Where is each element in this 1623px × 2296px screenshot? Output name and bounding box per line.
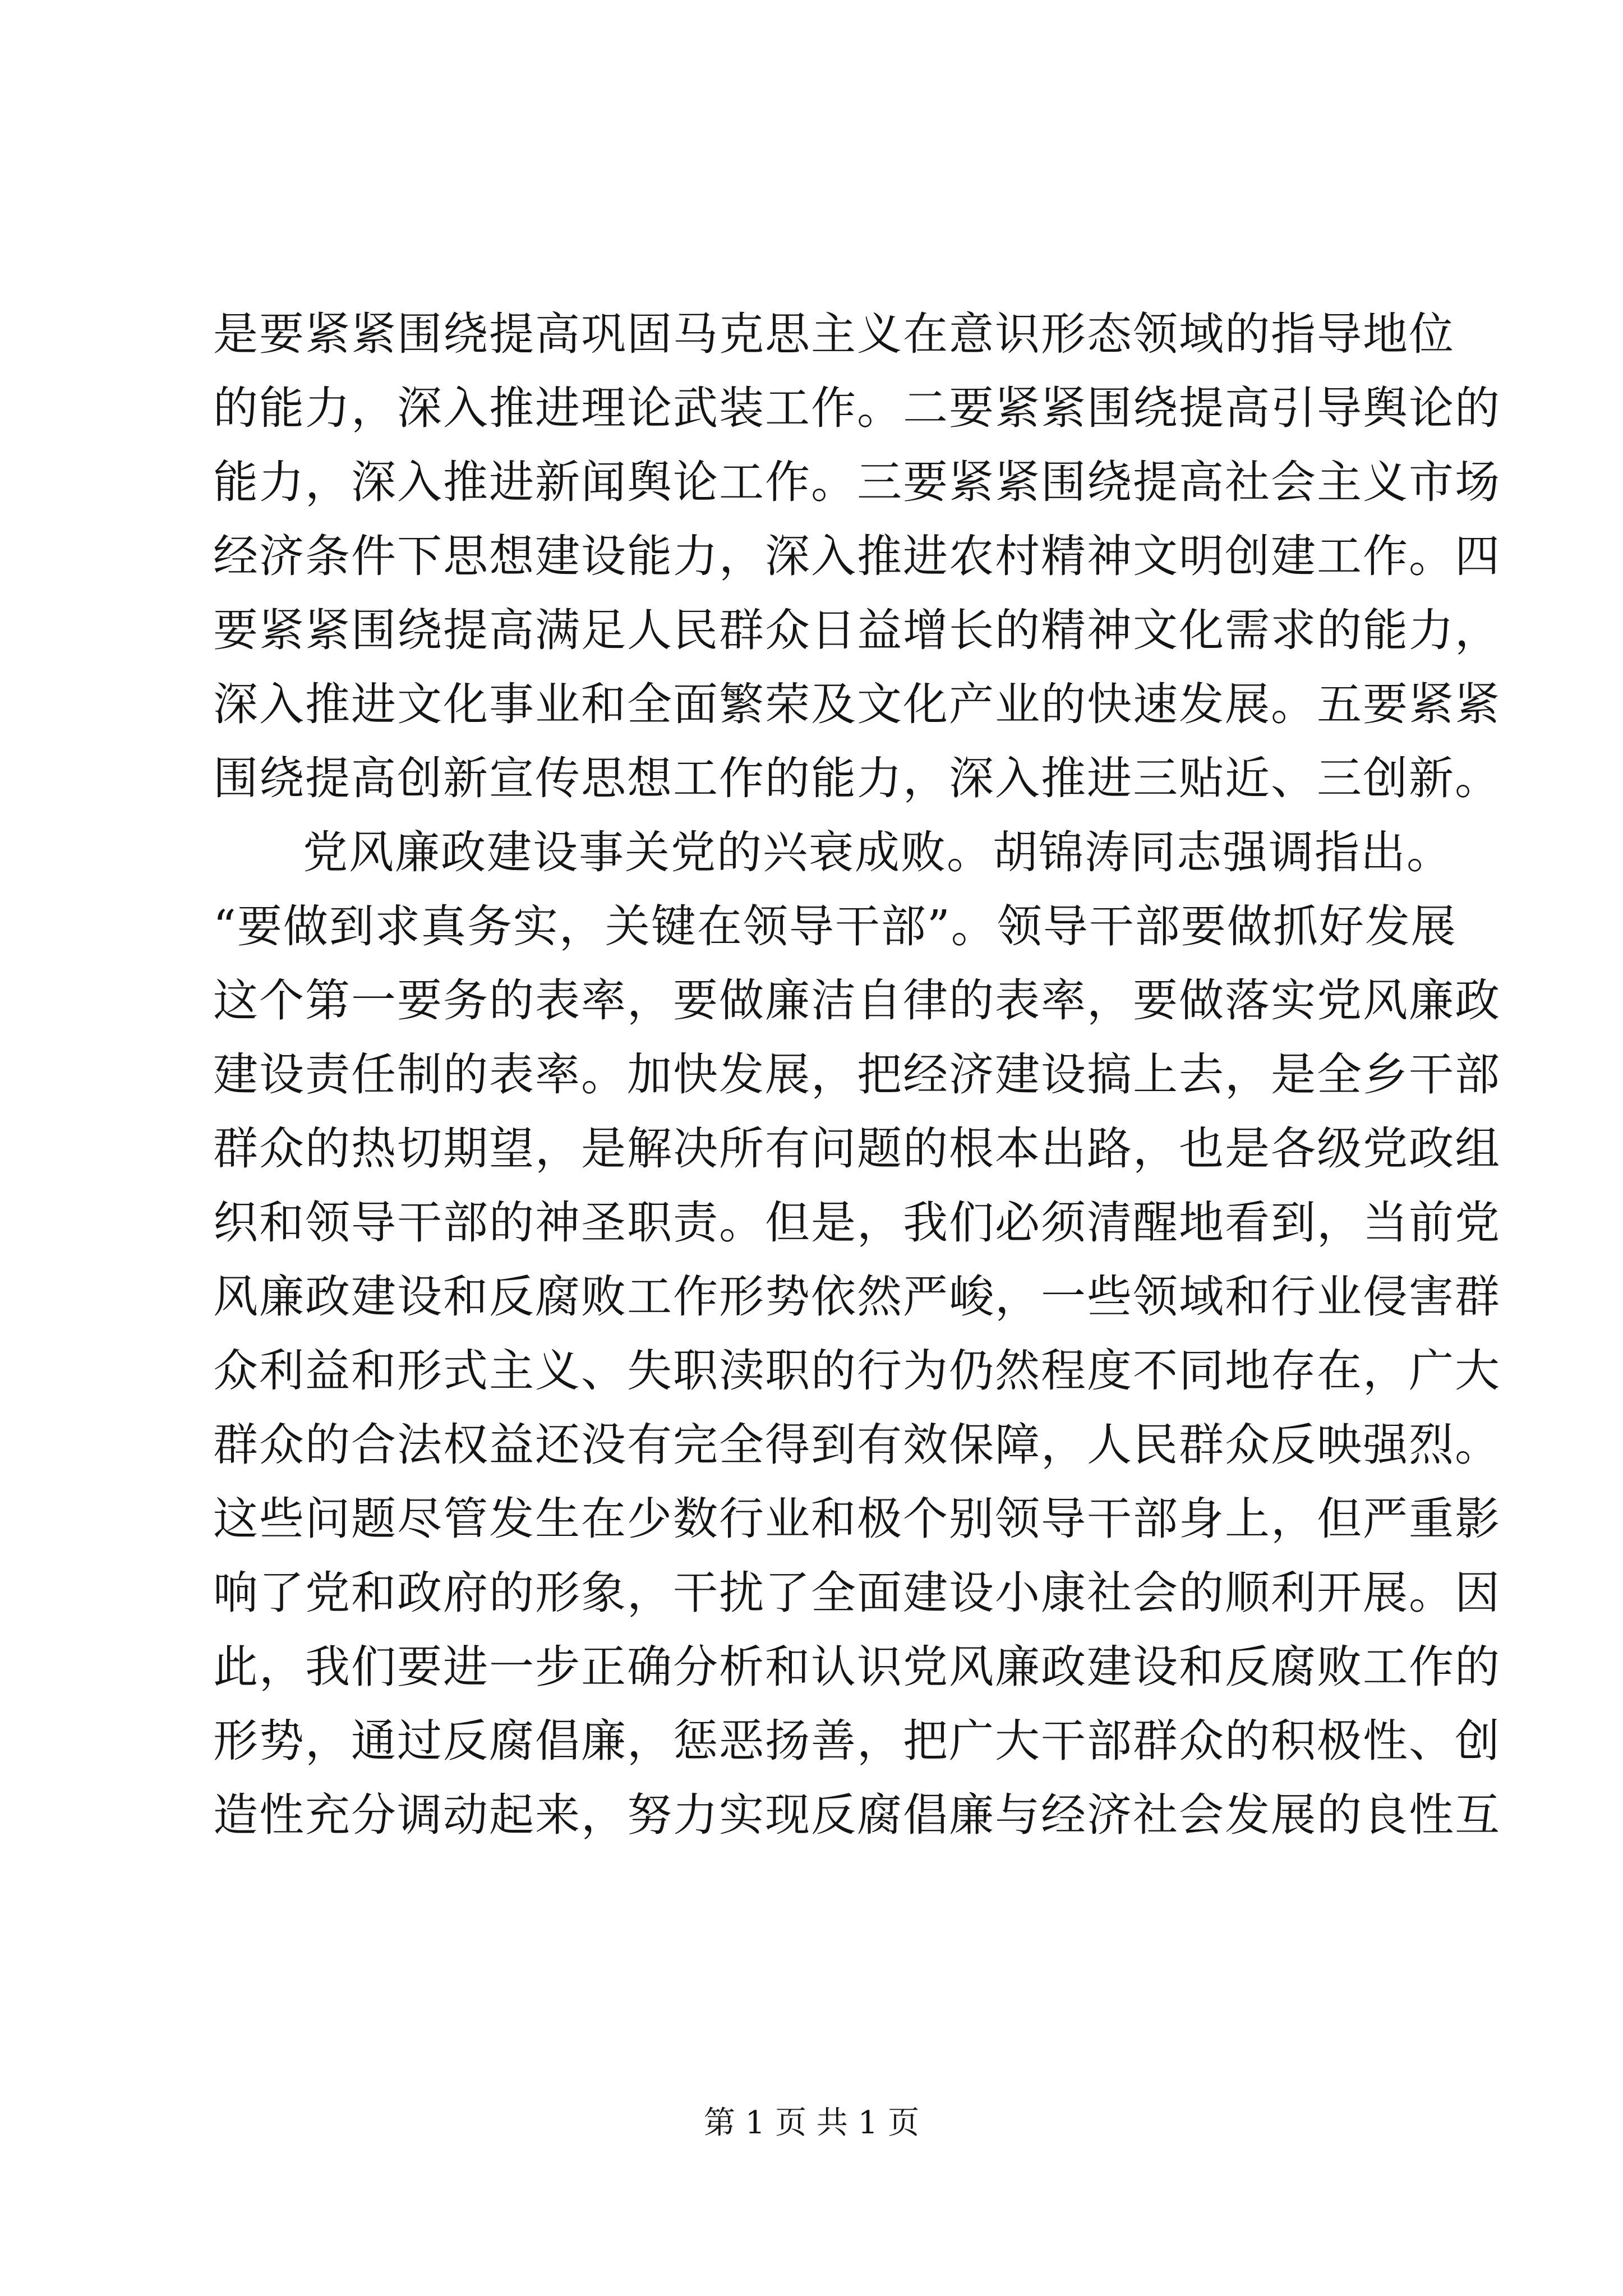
text-line: 响了党和政府的形象，干扰了全面建设小康社会的顺利开展。因 — [213, 1567, 1501, 1619]
text-line: 的能力，深入推进理论武装工作。二要紧紧围绕提高引导舆论的 — [213, 382, 1501, 434]
text-line: 能力，深入推进新闻舆论工作。三要紧紧围绕提高社会主义市场 — [213, 456, 1501, 508]
paragraph-start-line: 党风廉政建设事关党的兴衰成败。胡锦涛同志强调指出。 — [303, 826, 1453, 878]
document-body — [213, 297, 1501, 1852]
text-line: 群众的热切期望，是解决所有问题的根本出路，也是各级党政组 — [213, 1122, 1501, 1175]
text-line: 要紧紧围绕提高满足人民群众日益增长的精神文化需求的能力， — [213, 604, 1501, 656]
text-line: 众利益和形式主义、失职渎职的行为仍然程度不同地存在，广大 — [213, 1345, 1501, 1397]
text-line: 建设责任制的表率。加快发展，把经济建设搞上去，是全乡干部 — [213, 1048, 1501, 1101]
text-line: 风廉政建设和反腐败工作形势依然严峻，一些领域和行业侵害群 — [213, 1271, 1501, 1323]
text-line: 形势，通过反腐倡廉，惩恶扬善，把广大干部群众的积极性、创 — [213, 1715, 1501, 1767]
text-line: 围绕提高创新宣传思想工作的能力，深入推进三贴近、三创新。 — [213, 752, 1501, 804]
text-line: 此，我们要进一步正确分析和认识党风廉政建设和反腐败工作的 — [213, 1641, 1501, 1693]
text-line: 经济条件下思想建设能力，深入推进农村精神文明创建工作。四 — [213, 530, 1501, 582]
text-line: 造性充分调动起来，努力实现反腐倡廉与经济社会发展的良性互 — [213, 1789, 1501, 1841]
page-footer: 第 1 页 共 1 页 — [703, 2105, 920, 2141]
text-line: “要做到求真务实，关键在领导干部”。领导干部要做抓好发展 — [213, 900, 1457, 953]
text-line: 群众的合法权益还没有完全得到有效保障，人民群众反映强烈。 — [213, 1419, 1501, 1471]
text-line: 深入推进文化事业和全面繁荣及文化产业的快速发展。五要紧紧 — [213, 678, 1501, 730]
text-line: 是要紧紧围绕提高巩固马克思主义在意识形态领域的指导地位 — [213, 308, 1455, 360]
text-line: 这个第一要务的表率，要做廉洁自律的表率，要做落实党风廉政 — [213, 974, 1501, 1027]
text-line: 织和领导干部的神圣职责。但是，我们必须清醒地看到，当前党 — [213, 1197, 1501, 1249]
text-line: 这些问题尽管发生在少数行业和极个别领导干部身上，但严重影 — [213, 1493, 1501, 1545]
